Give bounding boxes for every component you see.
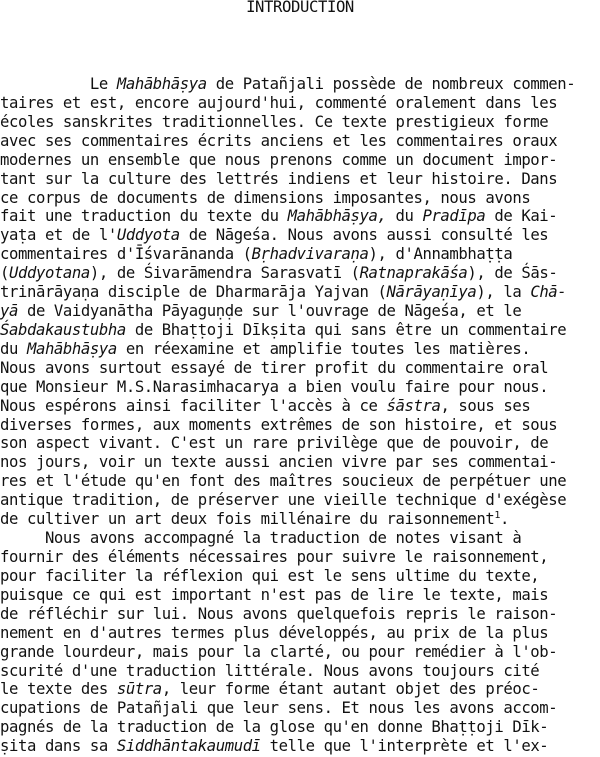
text-run: avec ses commentaires écrits anciens et les commentaires oraux: [0, 131, 558, 150]
text-run: écoles sanskrites traditionnelles. Ce texte prestigieux forme: [0, 112, 549, 131]
italic-term: Pradīpa: [422, 207, 486, 226]
text-run: fait une traduction du texte du: [0, 207, 288, 226]
text-run: ), de Śivarāmendra Sarasvatī (: [89, 264, 360, 283]
footnote-ref: 1: [494, 510, 500, 522]
text-run: puisque ce qui est important n'est pas de lire le texte, mais: [0, 585, 549, 604]
text-run: du: [386, 207, 423, 226]
italic-term: yā: [0, 302, 18, 321]
text-run: yaṭa et de l': [0, 226, 117, 245]
italic-term: Uddyotana: [9, 264, 90, 283]
text-run: nement en d'autres termes plus développés, au prix de la plus: [0, 623, 549, 642]
text-run: modernes un ensemble que nous prenons comme un document impor-: [0, 150, 558, 169]
text-run: taires et est, encore aujourd'hui, commenté oralement dans les: [0, 93, 558, 112]
text-run: de Bhaṭṭoji Dīkṣita qui sans être un commentaire: [125, 320, 567, 339]
italic-term: Mahābhāṣya: [116, 75, 207, 93]
text-run: telle que l'interprète et l'ex-: [260, 737, 549, 756]
text-run: pagnés de la traduction de la glose qu'en donne Bhaṭṭoji Dīk-: [0, 718, 549, 737]
text-run: trinārāyaṇa disciple de Dharmarāja Yajvan (: [0, 283, 387, 302]
text-run: res et l'étude qu'en font des maîtres soucieux de perpétuer une: [0, 472, 567, 491]
text-run: son aspect vivant. C'est un rare privilège que de pouvoir, de: [0, 434, 549, 453]
text-run: ), la: [476, 283, 531, 302]
text-run: de Vaidyanātha Pāyaguṇḍe sur l'ouvrage de Nāgeśa, et le: [17, 302, 522, 321]
italic-term: Mahābhāṣya: [26, 339, 117, 358]
text-run: , leur forme étant autant objet des préoc-: [161, 680, 540, 699]
text-run: du: [0, 339, 27, 358]
text-run: commentaires d'Īśvarānanda (: [0, 245, 252, 264]
text-run: tant sur la culture des lettrés indiens et leur histoire. Dans: [0, 169, 558, 188]
text-run: de Nāgeśa. Nous avons aussi consulté les: [179, 226, 549, 245]
italic-term: Śabdakaustubha: [0, 320, 126, 339]
italic-term: Ratnaprakāśa: [359, 264, 468, 283]
text-run: Nous espérons ainsi faciliter l'accès à ce: [0, 396, 387, 415]
text-run: en réexamine et amplifie toutes les matières.: [116, 339, 531, 358]
text-run: fournir des éléments nécessaires pour suivre le raisonnement,: [0, 548, 549, 566]
text-run: ṣita dans sa: [0, 737, 117, 756]
text-run: de Kai-: [485, 207, 558, 226]
text-run: nos jours, voir un texte aussi ancien vivre par ses commentai-: [0, 453, 558, 472]
text-run: (: [0, 264, 9, 283]
italic-term: sūtra: [116, 680, 162, 699]
text-run: Nous avons accompagné la traduction de notes visant à: [0, 529, 522, 548]
italic-term: Chā-: [530, 283, 567, 302]
text-run: que Monsieur M.S.Narasimhacarya a bien voulu faire pour nous.: [0, 377, 549, 396]
text-line: [0, 735, 600, 757]
text-run: ce corpus de documents de dimensions imposantes, nous avons: [0, 188, 531, 207]
text-run: Le: [0, 75, 117, 93]
text-run: Nous avons surtout essayé de tirer profit du commentaire oral: [0, 358, 549, 377]
text-run: scurité d'une traduction littérale. Nous avons toujours cité: [0, 661, 540, 680]
text-run: ), de Śās-: [467, 264, 558, 283]
italic-term: Siddhāntakaumudī: [116, 737, 261, 756]
text-run: grande lourdeur, mais pour la clarté, ou pour remédier à l'ob-: [0, 642, 558, 661]
text-run: pour faciliter la réflexion qui est le sens ultime du texte,: [0, 566, 540, 585]
text-run: , sous ses: [440, 396, 531, 415]
text-run: de cultiver un art deux fois millénaire du raisonnement: [0, 510, 495, 529]
text-run: cupations de Patañjali que leur sens. Et nous les avons accom-: [0, 699, 558, 718]
text-run: de réfléchir sur lui. Nous avons quelquefois repris le raison-: [0, 604, 558, 623]
page-heading: INTRODUCTION: [246, 0, 354, 16]
text-run: .: [499, 510, 509, 529]
text-run: diverses formes, aux moments extrêmes de son histoire, et sous: [0, 415, 558, 434]
text-run: antique tradition, de préserver une vieille technique d'exégèse: [0, 491, 567, 510]
italic-term: Bṛhadvivaraṇa: [251, 245, 369, 264]
text-run: le texte des: [0, 680, 117, 699]
italic-term: Nārāyaṇīya: [386, 283, 477, 302]
italic-term: Mahābhāṣya,: [287, 207, 387, 226]
text-run: ), d'Annambhaṭṭa: [368, 245, 513, 264]
text-run: de Patañjali possède de nombreux commen-: [206, 75, 576, 93]
italic-term: śāstra: [386, 396, 441, 415]
italic-term: Uddyota: [116, 226, 180, 245]
